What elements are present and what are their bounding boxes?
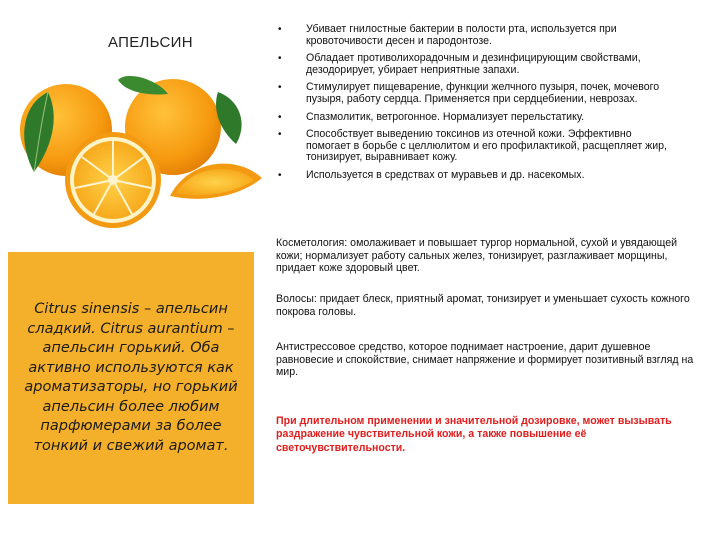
species-note-box bbox=[8, 252, 254, 504]
list-item: • Стимулирует пищеварение, функции желчного пузыря, почек, мочевого пузыря, работу сердца. Применяется при сердцебиении, неврозах. bbox=[278, 81, 660, 105]
list-item: • Спазмолитик, ветрогонное. Нормализует перельстатику. bbox=[278, 110, 585, 123]
bullet-icon: • bbox=[278, 53, 282, 65]
cosmetology-paragraph: Косметология: омолаживает и повышает тургор нормальной, сухой и увядающей кожи; нормализует работу сальных желез, тонизирует, разглаживает морщины, придает коже здоровый цвет. bbox=[276, 237, 678, 275]
oranges-image bbox=[8, 72, 268, 232]
list-item: • Обладает противолихорадочным и дезинфицирующим свойствами, дезодорирует, убирает неприятные запахи. bbox=[278, 52, 641, 76]
antistress-paragraph: Антистрессовое средство, которое поднимает настроение, дарит душевное равновесие и спокойствие, снимает напряжение и формирует позитивный взгляд на мир. bbox=[276, 341, 694, 379]
bullet-icon: • bbox=[278, 111, 282, 123]
bullet-icon: • bbox=[278, 169, 282, 181]
properties-list bbox=[274, 24, 674, 188]
bullet-icon: • bbox=[278, 82, 282, 94]
warning-text: При длительном применении и значительной дозировке, может вызывать раздражение чувствительной кожи, а также повышение её светочувствительности. bbox=[276, 415, 672, 454]
list-item: • Убивает гнилостные бактерии в полости рта, используется при кровоточивости десен и пародонтозе. bbox=[278, 23, 617, 47]
hair-paragraph: Волосы: придает блеск, приятный аромат, тонизирует и уменьшает сухость кожного покрова головы. bbox=[276, 293, 690, 318]
list-item: • Используется в средствах от муравьев и др. насекомых. bbox=[278, 168, 585, 181]
list-item: • Способствует выведению токсинов из отечной кожи. Эффективно помогает в борьбе с целлюлитом и его профилактикой, расщепляет жир, тонизирует, выравнивает кожу. bbox=[278, 128, 667, 164]
bullet-icon: • bbox=[278, 24, 282, 35]
species-note-text: Citrus sinensis – апельсин сладкий. Citrus aurantium – апельсин горький. Оба активно используются как ароматизаторы, но горький апельсин более любим парфюмерами за более тонкий и свежий аромат. bbox=[24, 301, 238, 454]
bullet-icon: • bbox=[278, 129, 282, 141]
slide-title: АПЕЛЬСИН bbox=[108, 34, 193, 51]
